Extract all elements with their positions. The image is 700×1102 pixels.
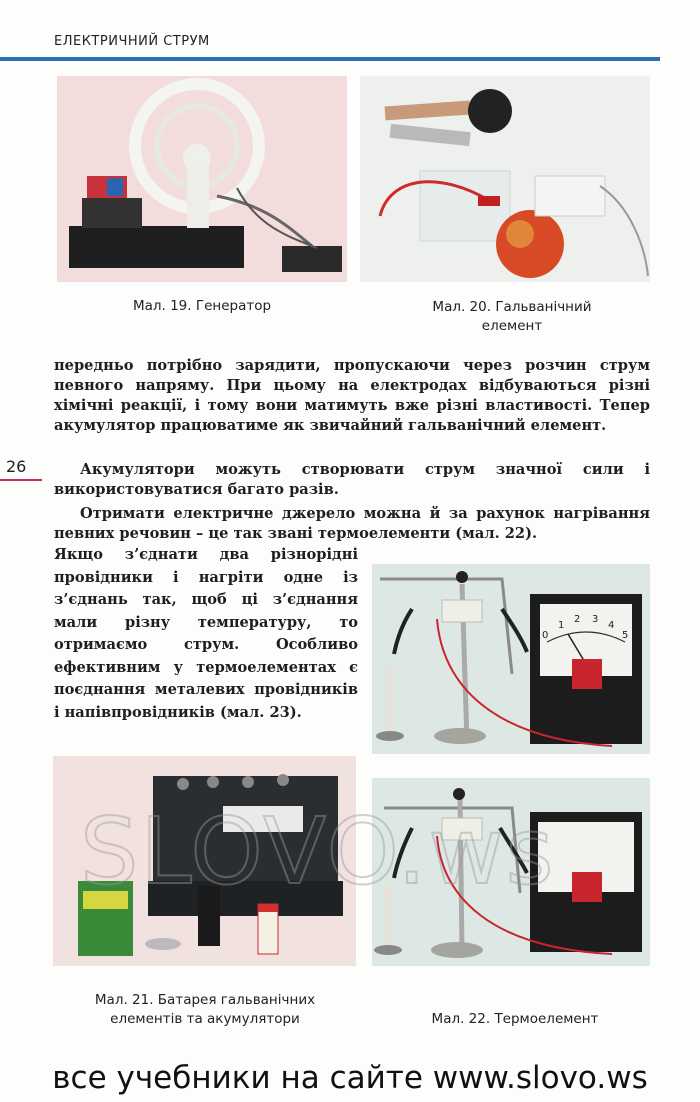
paragraph-1 <box>54 356 650 436</box>
watermark-slovo: SLOVO.ws <box>80 798 556 905</box>
figure-20-galvanic-cell-photo <box>360 76 650 282</box>
figure-21-caption <box>60 991 350 1029</box>
paragraph-4: Якщо з’єднати два різнорідні провідники і нагріти одне із з’єднань так, щоб ці з’єднання мали різну температуру, то отримаємо струм. Особливо ефективним у термоелементах є поєднання металевих провідників і напівпровідників (мал. 23). <box>54 546 358 721</box>
page-number: 26 <box>6 457 27 476</box>
meter-scale-4: 4 <box>608 620 615 631</box>
figure-19-caption: Мал. 19. Генератор <box>132 298 272 314</box>
figure-20-caption <box>392 298 632 336</box>
paragraph-1-rest: , пропускаючи через розчин струм певного напряму. При цьому на електродах відбуваються різні хімічні реакції, і тому вони матимуть вже різні властивості. Тепер акумулятор працюватиме як звичайний гальванічний елемент. <box>54 357 650 434</box>
figure-22-caption: Мал. 22. Термоелемент <box>431 1011 599 1027</box>
meter-scale-5: 5 <box>622 630 629 641</box>
paragraph-3: Отримати електричне джерело можна й за рахунок нагрівання певних речовин – це так звані термоелементи (мал. 22). <box>54 505 650 542</box>
paragraph-2: Акумулятори можуть створювати струм значної сили і використовуватися багато разів. <box>54 461 650 498</box>
paragraph-1-bold: передньо потрібно зарядити <box>54 357 316 374</box>
meter-scale-1: 1 <box>558 620 565 631</box>
meter-scale-3: 3 <box>592 614 599 625</box>
figure-19-generator-photo <box>57 76 347 282</box>
figure-20-caption-line1: Мал. 20. Гальванічний <box>432 299 592 315</box>
running-header: ЕЛЕКТРИЧНИЙ СТРУМ <box>54 34 210 49</box>
footer-watermark: все учебники на сайте www.slovo.ws <box>52 1060 648 1096</box>
header-rule <box>0 57 660 61</box>
figure-21-caption-line1: Мал. 21. Батарея гальванічних <box>94 992 316 1008</box>
figure-23-thermoelement-photo <box>372 564 650 754</box>
figure-20-caption-line2: елемент <box>481 318 543 334</box>
meter-scale-2: 2 <box>574 614 581 625</box>
figure-21-caption-line2: елементів та акумулятори <box>110 1011 300 1027</box>
meter-scale-0: 0 <box>542 630 549 641</box>
page-number-rule <box>0 479 42 481</box>
